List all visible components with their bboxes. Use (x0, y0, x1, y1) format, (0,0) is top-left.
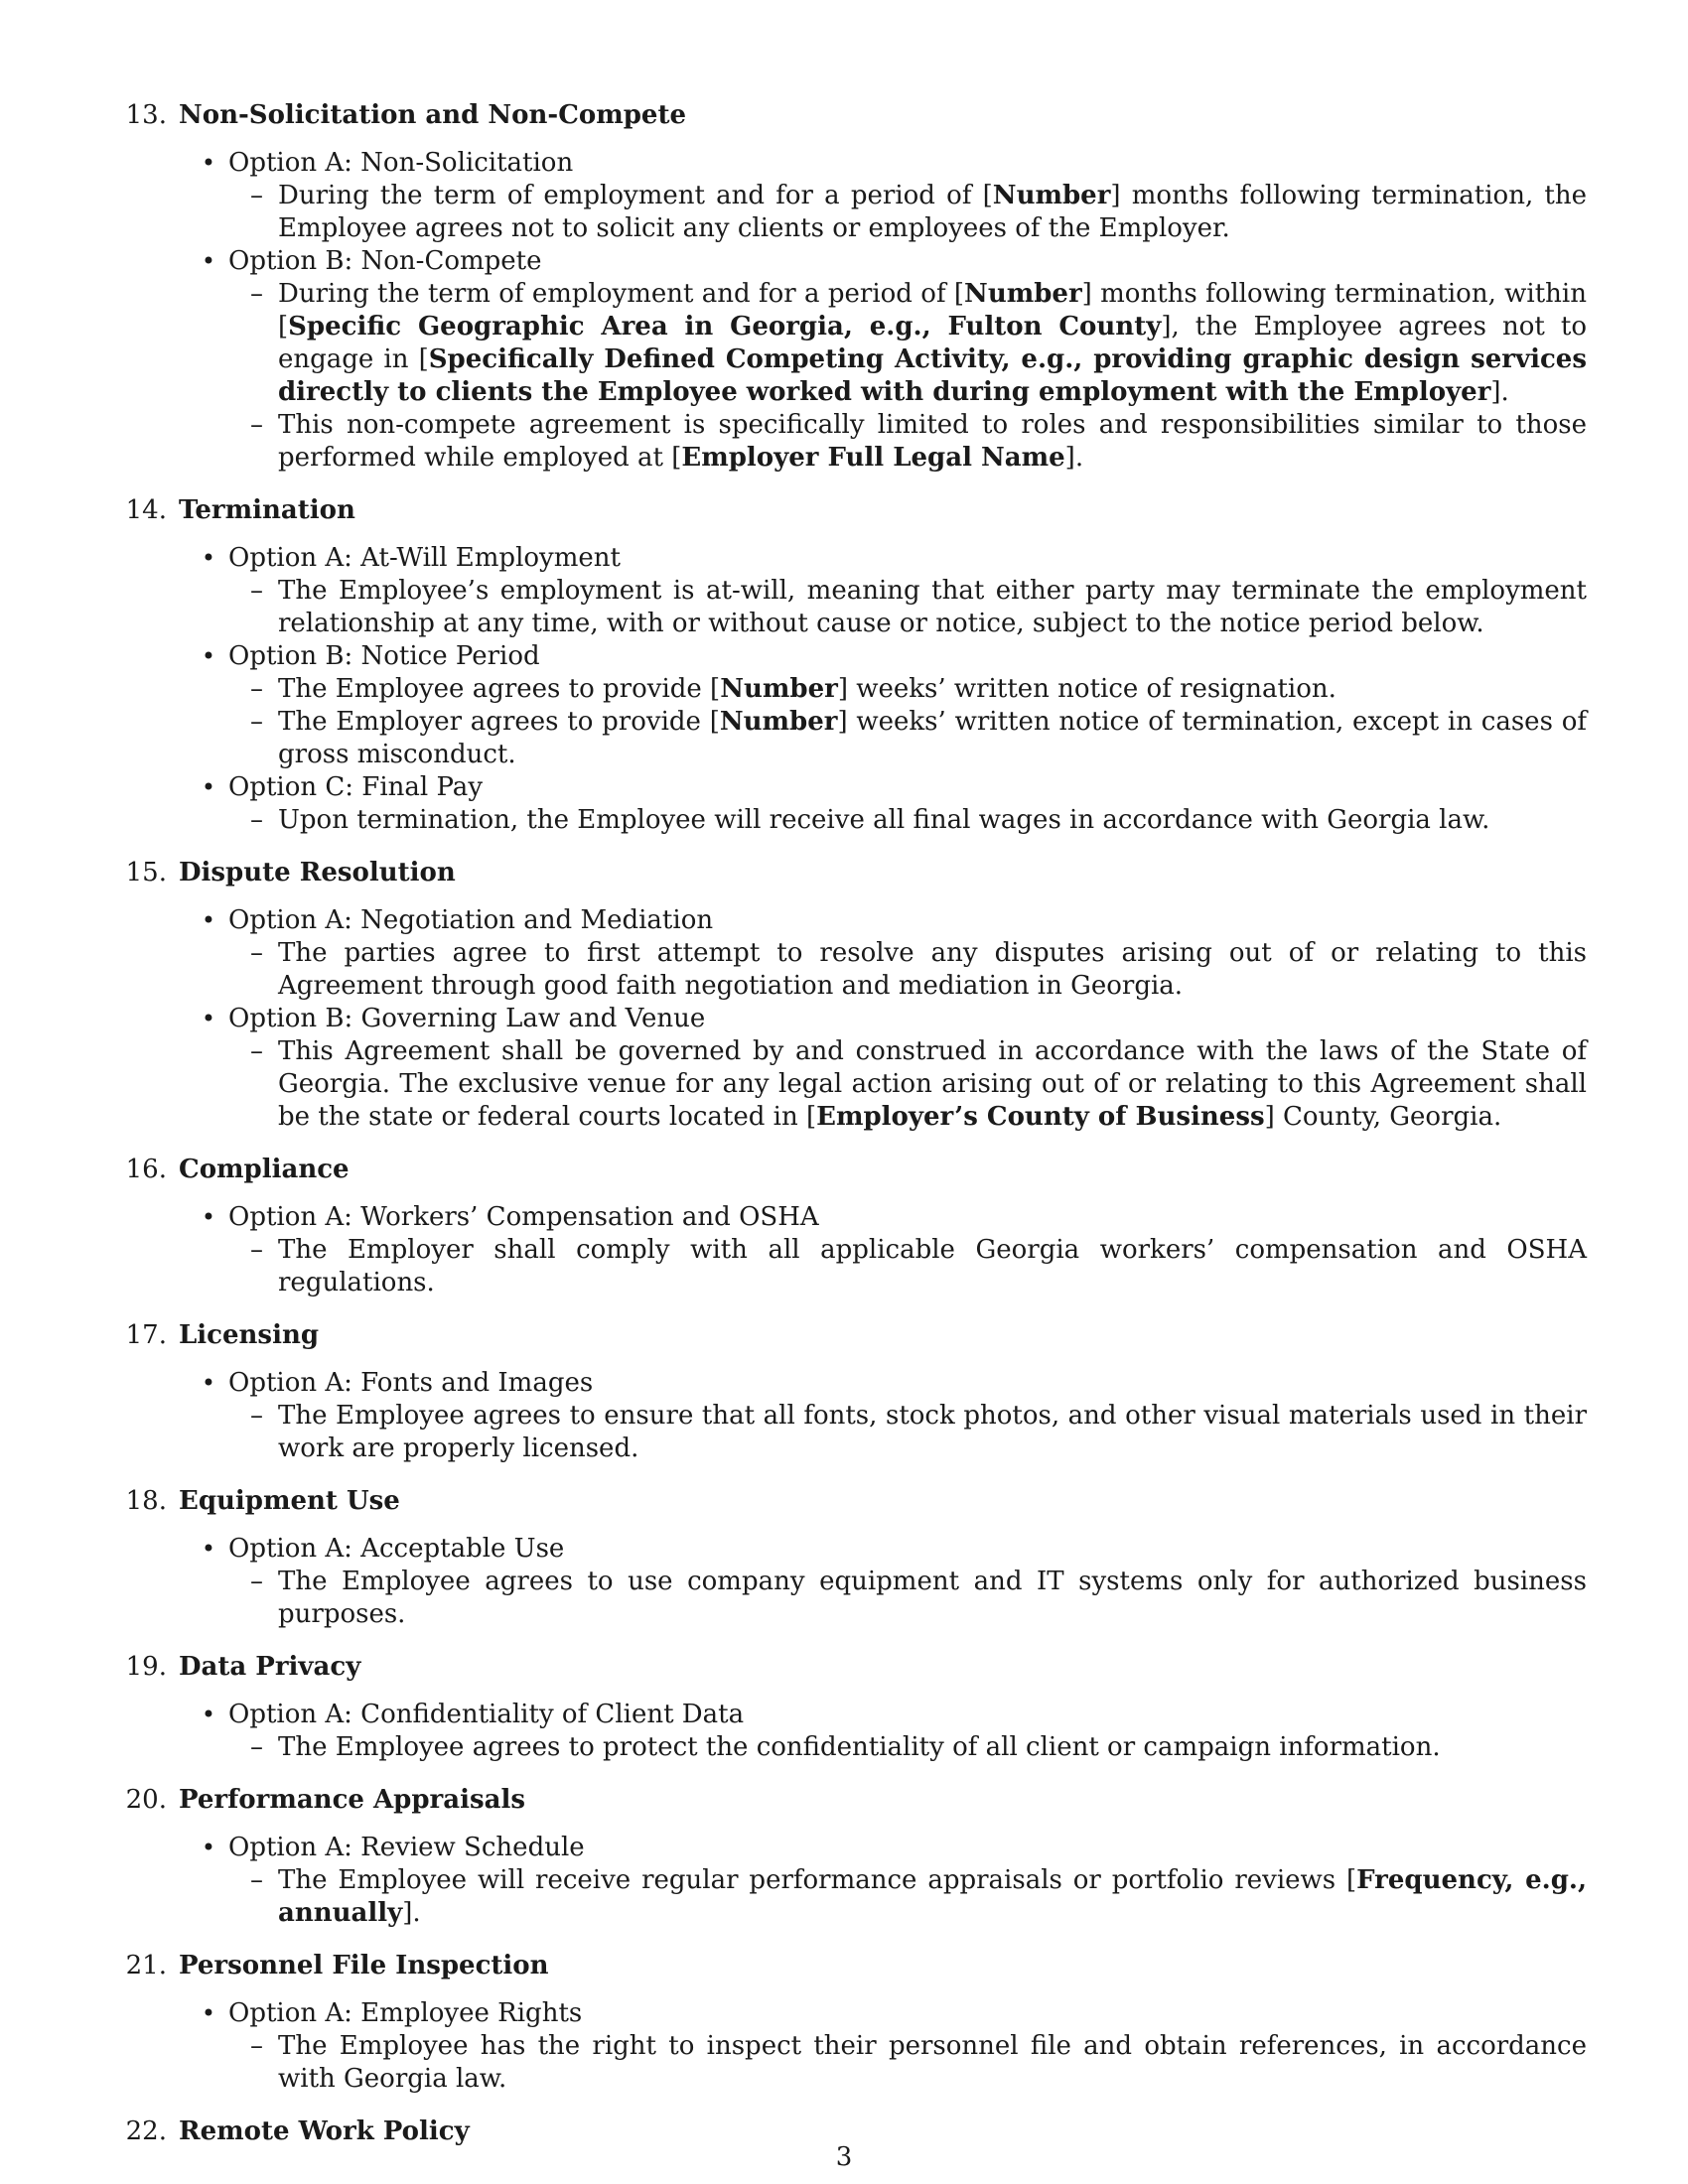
option-label: Option A: Negotiation and Mediation (228, 905, 714, 935)
dash-icon: – (250, 2031, 263, 2061)
section-title: Data Privacy (179, 1652, 361, 1682)
clause-list (228, 180, 1587, 245)
clause-item (228, 937, 1587, 1003)
dash-icon: – (250, 1865, 263, 1895)
section-title: Equipment Use (179, 1486, 400, 1516)
section-list (117, 99, 1587, 2168)
dash-icon: – (250, 1036, 263, 1066)
section-number: 16. (125, 1155, 167, 1184)
clause-text: The Employer agrees to provide [ (278, 707, 720, 737)
clause-item (228, 2030, 1587, 2096)
section-title: Non-Solicitation and Non-Compete (179, 100, 687, 130)
bullet-icon: • (201, 1999, 216, 2027)
clause-text: ] months following termination, within [ (278, 279, 1587, 341)
clause-list (228, 1234, 1587, 1299)
dash-icon: – (250, 410, 263, 440)
dash-icon: – (250, 674, 263, 704)
clause-item (228, 1566, 1587, 1631)
section-number: 15. (125, 858, 167, 887)
option-label: Option A: Non-Solicitation (228, 148, 574, 178)
section-number: 20. (125, 1785, 167, 1815)
clause-text: ] weeks’ written notice of termination, except in cases of gross misconduct. (278, 707, 1587, 769)
clause-text: ]. (1064, 443, 1084, 473)
clause-item (228, 673, 1587, 706)
placeholder-field: Frequency, e.g., annually (278, 1865, 1587, 1928)
bullet-icon: • (201, 1701, 216, 1728)
clause-item (228, 575, 1587, 640)
section (117, 1950, 1587, 2096)
clause-list (228, 804, 1587, 837)
option-item (117, 1699, 1587, 1764)
clause-text: ]. (1490, 377, 1509, 407)
clause-text: The Employer shall comply with all applicable Georgia workers’ compensation and OSHA regulations. (278, 1235, 1587, 1297)
section-title: Termination (179, 495, 355, 525)
dash-icon: – (250, 181, 263, 210)
clause-text: During the term of employment and for a period of [ (278, 181, 993, 210)
dash-icon: – (250, 1567, 263, 1596)
clause-item (228, 804, 1587, 837)
option-label: Option C: Final Pay (228, 772, 484, 802)
bullet-icon: • (201, 1203, 216, 1231)
option-item (117, 1201, 1587, 1299)
clause-text: ], the Employee agrees not to engage in [ (278, 312, 1587, 374)
clause-text: ] County, Georgia. (1264, 1102, 1502, 1132)
bullet-icon: • (201, 1005, 216, 1032)
option-list (117, 147, 1587, 475)
clause-item (228, 706, 1587, 771)
clause-item (228, 409, 1587, 475)
clause-item (228, 1864, 1587, 1930)
dash-icon: – (250, 938, 263, 968)
bullet-icon: • (201, 1369, 216, 1397)
section (117, 1651, 1587, 1764)
dash-icon: – (250, 1401, 263, 1431)
clause-item (228, 1731, 1587, 1764)
bullet-icon: • (201, 149, 216, 177)
placeholder-field: Number (992, 181, 1111, 210)
section-number: 21. (125, 1951, 167, 1980)
option-label: Option A: At-Will Employment (228, 543, 621, 573)
placeholder-field: Specific Geographic Area in Georgia, e.g., Fulton County (288, 312, 1162, 341)
clause-list (228, 1035, 1587, 1134)
section (117, 494, 1587, 837)
clause-list (228, 1864, 1587, 1930)
section-heading (117, 1319, 1587, 1352)
dash-icon: – (250, 1732, 263, 1762)
section-heading (117, 99, 1587, 132)
clause-text: Upon termination, the Employee will receive all final wages in accordance with Georgia law. (278, 805, 1490, 835)
section-title: Dispute Resolution (179, 858, 456, 887)
clause-list (228, 2030, 1587, 2096)
section-title: Licensing (179, 1320, 320, 1350)
placeholder-field: Number (719, 707, 838, 737)
option-list (117, 1832, 1587, 1930)
clause-list (228, 278, 1587, 475)
section (117, 1154, 1587, 1299)
section-number: 19. (125, 1652, 167, 1682)
option-label: Option B: Non-Compete (228, 246, 542, 276)
clause-text: ] weeks’ written notice of resignation. (837, 674, 1336, 704)
page-number: 3 (835, 2142, 853, 2172)
clause-list (228, 575, 1587, 640)
option-label: Option A: Review Schedule (228, 1833, 585, 1862)
bullet-icon: • (201, 544, 216, 572)
section (117, 1319, 1587, 1465)
section (117, 857, 1587, 1134)
section-title: Performance Appraisals (179, 1785, 525, 1815)
option-item (117, 771, 1587, 837)
option-label: Option A: Employee Rights (228, 1998, 583, 2028)
option-item (117, 245, 1587, 475)
placeholder-field: Number (720, 674, 838, 704)
bullet-icon: • (201, 773, 216, 801)
clause-list (228, 1731, 1587, 1764)
clause-text: The Employee agrees to ensure that all fonts, stock photos, and other visual materials used in their work are properly licensed. (278, 1401, 1587, 1463)
section-heading (117, 1784, 1587, 1817)
dash-icon: – (250, 805, 263, 835)
section-heading (117, 857, 1587, 889)
clause-text: The Employee will receive regular performance appraisals or portfolio reviews [ (278, 1865, 1357, 1895)
option-label: Option A: Workers’ Compensation and OSHA (228, 1202, 819, 1232)
option-item (117, 1997, 1587, 2096)
section-title: Remote Work Policy (179, 2116, 470, 2146)
option-item (117, 542, 1587, 640)
section (117, 1784, 1587, 1930)
clause-text: The parties agree to first attempt to resolve any disputes arising out of or relating to this Agreement through good faith negotiation and mediation in Georgia. (278, 938, 1587, 1001)
option-item (117, 1367, 1587, 1465)
dash-icon: – (250, 707, 263, 737)
clause-item (228, 1035, 1587, 1134)
clause-item (228, 180, 1587, 245)
option-list (117, 1367, 1587, 1465)
option-label: Option A: Acceptable Use (228, 1534, 565, 1564)
clause-list (228, 937, 1587, 1003)
section-heading (117, 1651, 1587, 1684)
option-item (117, 1533, 1587, 1631)
section-number: 17. (125, 1320, 167, 1350)
option-item (117, 147, 1587, 245)
option-list (117, 1201, 1587, 1299)
section-heading (117, 494, 1587, 527)
clause-text: ] months following termination, the Employee agrees not to solicit any clients or employees of the Employer. (278, 181, 1587, 243)
clause-text: This Agreement shall be governed by and construed in accordance with the laws of the State of Georgia. The exclusive venue for any legal action arising out of or relating to this Agreement shall be the state or federal courts located in [ (278, 1036, 1587, 1132)
option-list (117, 904, 1587, 1134)
placeholder-field: Employer Full Legal Name (681, 443, 1065, 473)
bullet-icon: • (201, 1834, 216, 1861)
section-title: Compliance (179, 1155, 350, 1184)
clause-item (228, 1234, 1587, 1299)
clause-text: ]. (402, 1898, 421, 1928)
clause-item (228, 1400, 1587, 1465)
clause-text: This non-compete agreement is specifically limited to roles and responsibilities similar to those performed while employed at [ (278, 410, 1587, 473)
option-list (117, 1699, 1587, 1764)
clause-text: The Employee agrees to provide [ (278, 674, 721, 704)
option-item (117, 1003, 1587, 1134)
section-heading (117, 1485, 1587, 1518)
option-label: Option B: Notice Period (228, 641, 540, 671)
section (117, 1485, 1587, 1631)
clause-text: During the term of employment and for a period of [ (278, 279, 965, 309)
option-item (117, 640, 1587, 771)
clause-text: The Employee has the right to inspect their personnel file and obtain references, in accordance with Georgia law. (278, 2031, 1587, 2094)
option-item (117, 1832, 1587, 1930)
option-list (117, 542, 1587, 837)
clause-text: The Employee agrees to protect the confidentiality of all client or campaign information. (278, 1732, 1441, 1762)
section-number: 22. (125, 2116, 167, 2146)
option-label: Option A: Confidentiality of Client Data (228, 1700, 745, 1729)
section-heading (117, 1950, 1587, 1982)
section-number: 14. (125, 495, 167, 525)
clause-item (228, 278, 1587, 409)
option-label: Option B: Governing Law and Venue (228, 1004, 706, 1033)
section-number: 18. (125, 1486, 167, 1516)
option-item (117, 904, 1587, 1003)
bullet-icon: • (201, 1535, 216, 1563)
dash-icon: – (250, 279, 263, 309)
section (117, 99, 1587, 475)
bullet-icon: • (201, 247, 216, 275)
clause-list (228, 673, 1587, 771)
section-number: 13. (125, 100, 167, 130)
option-list (117, 1997, 1587, 2096)
placeholder-field: Specifically Defined Competing Activity, e.g., providing graphic design services directly to clients the Employee worked with during employment with the Employer (278, 344, 1587, 407)
placeholder-field: Employer’s County of Business (816, 1102, 1265, 1132)
clause-text: The Employee’s employment is at-will, meaning that either party may terminate the employment relationship at any time, with or without cause or notice, subject to the notice period below. (278, 576, 1587, 638)
section-heading (117, 1154, 1587, 1186)
option-list (117, 1533, 1587, 1631)
clause-list (228, 1400, 1587, 1465)
dash-icon: – (250, 1235, 263, 1265)
option-label: Option A: Fonts and Images (228, 1368, 594, 1398)
clause-list (228, 1566, 1587, 1631)
clause-text: The Employee agrees to use company equipment and IT systems only for authorized business purposes. (278, 1567, 1587, 1629)
placeholder-field: Number (964, 279, 1082, 309)
bullet-icon: • (201, 642, 216, 670)
bullet-icon: • (201, 906, 216, 934)
dash-icon: – (250, 576, 263, 606)
section-title: Personnel File Inspection (179, 1951, 549, 1980)
